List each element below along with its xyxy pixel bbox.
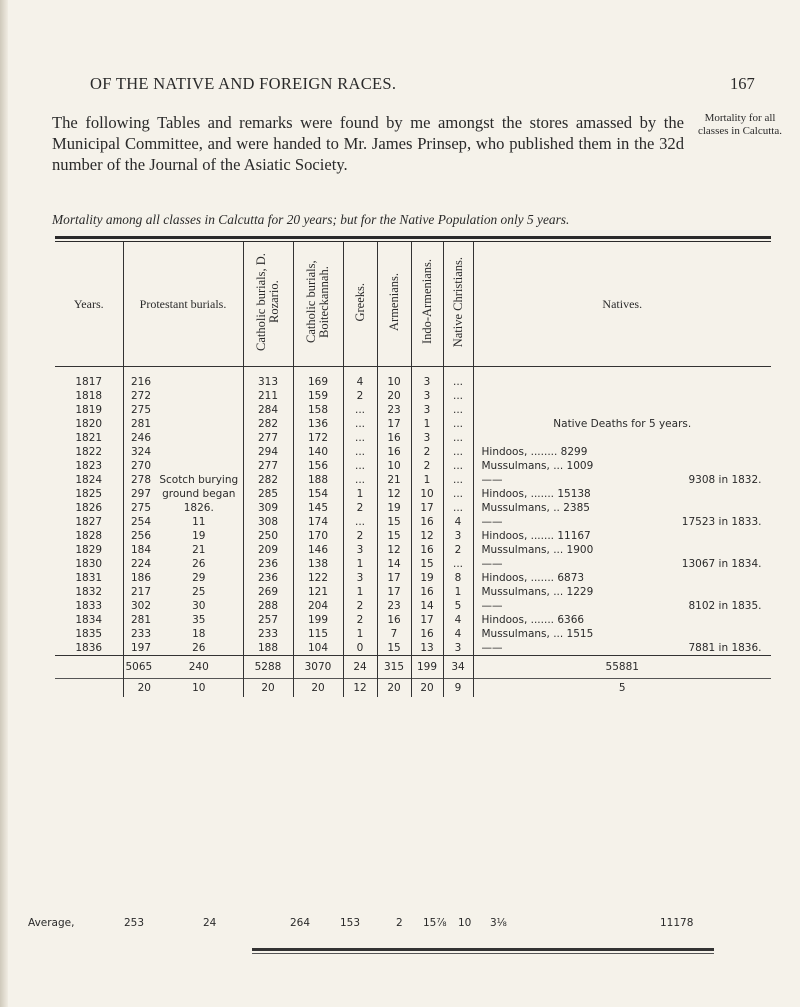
intro-paragraph: The following Tables and remarks were found by me amongst the stores amassed by the Municipal Committee, and were handed to Mr. James Prinsep, who published them in the 32d number of the Journal of the Asiatic Society. [52,113,684,174]
armenians-cell: 10 [377,459,411,473]
year-cell: 1834 [75,614,103,626]
greeks-cell: 0 [343,641,377,656]
protestant-note-cell [155,417,243,431]
native-christians-cell: ... [443,487,473,501]
protestant-note-cell: 11 [192,516,206,528]
year-cell: 1817 [75,376,103,388]
year-cell: 1823 [75,460,103,472]
table-row [55,375,771,389]
native-christians-cell: 2 [443,543,473,557]
year-cell: 1832 [75,586,103,598]
protestant-cell: 246 [123,431,155,445]
native-christians-cell: 4 [443,515,473,529]
totals-native_chr-cell: 34 [443,656,473,679]
protestant-note-cell [155,389,243,403]
native-christians-cell: ... [443,389,473,403]
col-armenians: Armenians. [377,242,411,367]
protestant-note-cell: 30 [192,600,206,612]
indo-armenians-cell: 10 [411,487,443,501]
boitecka-cell: 199 [293,613,343,627]
year-cell: 1819 [75,404,103,416]
table-caption: Mortality among all classes in Calcutta for 20 years; but for the Native Population only 5 years. [52,212,570,227]
totals-boitecka-cell: 3070 [293,656,343,679]
rozario-cell: 236 [243,557,293,571]
rozario-cell: 282 [243,417,293,431]
natives-cell [473,431,771,445]
divisors-rozario-cell: 20 [243,679,293,698]
greeks-cell: ... [343,431,377,445]
year-cell: 1818 [75,390,103,402]
native-christians-cell: 5 [443,599,473,613]
boitecka-cell: 136 [293,417,343,431]
natives-line-label: Mussulmans, ... 1229 [481,586,594,598]
natives-cell [473,389,771,403]
average-boitecka: 153 [340,917,361,929]
protestant-note-cell: 26 [192,558,206,570]
native-christians-cell: ... [443,557,473,571]
col-catholic-rozario: Catholic burials, D. Rozario. [243,242,293,367]
divisors-armenians-cell: 20 [377,679,411,698]
indo-armenians-cell: 2 [411,445,443,459]
greeks-cell: 3 [343,543,377,557]
mortality-grid [55,242,771,697]
native-christians-cell: ... [443,459,473,473]
table-row [55,641,771,656]
indo-armenians-cell: 16 [411,627,443,641]
boitecka-cell: 174 [293,515,343,529]
boitecka-cell: 170 [293,529,343,543]
boitecka-cell: 140 [293,445,343,459]
armenians-cell: 16 [377,431,411,445]
protestant-cell: 217 [123,585,155,599]
totals-armenians-cell: 315 [377,656,411,679]
totals-greeks-cell: 24 [343,656,377,679]
armenians-cell: 16 [377,613,411,627]
natives-cell [473,403,771,417]
native-christians-cell: ... [443,431,473,445]
greeks-cell: ... [343,459,377,473]
rozario-cell: 309 [243,501,293,515]
greeks-cell: 1 [343,487,377,501]
year-cell: 1827 [75,516,103,528]
armenians-cell: 7 [377,627,411,641]
greeks-cell: ... [343,403,377,417]
armenians-cell: 19 [377,501,411,515]
col-catholic-boitecka: Catholic burials, Boiteckannah. [293,242,343,367]
native-christians-cell: ... [443,417,473,431]
totals-row [55,656,771,679]
table-row [55,473,771,487]
running-header: OF THE NATIVE AND FOREIGN RACES. [90,74,397,93]
average-natives: 11178 [660,917,694,929]
table-row [55,431,771,445]
greeks-cell: ... [343,417,377,431]
natives-line [473,487,771,501]
native-christians-cell: ... [443,473,473,487]
indo-armenians-cell: 16 [411,543,443,557]
armenians-cell: 21 [377,473,411,487]
natives-line [473,599,771,613]
table-row [55,389,771,403]
col-protestant: Protestant burials. [123,242,243,367]
armenians-cell: 10 [377,375,411,389]
protestant-cell: 275 [123,403,155,417]
greeks-cell: ... [343,515,377,529]
rozario-cell: 288 [243,599,293,613]
boitecka-cell: 121 [293,585,343,599]
indo-armenians-cell: 3 [411,375,443,389]
year-cell: 1820 [75,418,103,430]
native-christians-cell: 3 [443,529,473,543]
natives-line-label: Hindoos, ....... 6366 [481,614,585,626]
totals-protestant-cell: 5065 [123,656,155,679]
natives-line [473,641,771,656]
protestant-note-cell: 19 [192,530,206,542]
protestant-cell: 281 [123,417,155,431]
rozario-cell: 236 [243,571,293,585]
protestant-cell: 324 [123,445,155,459]
natives-line-label: Hindoos, ........ 8299 [481,446,588,458]
rozario-cell: 257 [243,613,293,627]
natives-line-label: Hindoos, ....... 11167 [481,530,591,542]
divisors-note-cell: 10 [155,679,243,698]
armenians-cell: 23 [377,403,411,417]
rozario-cell: 209 [243,543,293,557]
col-native-christians: Native Christians. [443,242,473,367]
totals-rozario-cell: 5288 [243,656,293,679]
greeks-cell: ... [343,473,377,487]
protestant-note-cell [155,403,243,417]
greeks-cell: 2 [343,389,377,403]
indo-armenians-cell: 16 [411,515,443,529]
table-row [55,571,771,585]
year-cell: 1831 [75,572,103,584]
protestant-cell: 272 [123,389,155,403]
armenians-cell: 15 [377,515,411,529]
native-christians-cell: 3 [443,641,473,656]
protestant-cell: 216 [123,375,155,389]
armenians-cell: 20 [377,389,411,403]
table-row [55,487,771,501]
book-spine-shadow [0,0,8,1007]
protestant-note-cell: Scotch burying [159,474,239,486]
table-row [55,543,771,557]
natives-line-label: —— [481,600,503,612]
natives-line-total: 8102 in 1835. [688,600,762,612]
protestant-note-cell: 25 [192,586,206,598]
indo-armenians-cell: 13 [411,641,443,656]
greeks-cell: 3 [343,571,377,585]
armenians-cell: 12 [377,487,411,501]
natives-line-total: 17523 in 1833. [681,516,762,528]
greeks-cell: 1 [343,557,377,571]
rozario-cell: 284 [243,403,293,417]
armenians-cell: 12 [377,543,411,557]
boitecka-cell: 104 [293,641,343,656]
rozario-cell: 269 [243,585,293,599]
armenians-cell: 15 [377,641,411,656]
average-native-christians: 3⅛ [490,917,507,929]
year-cell: 1836 [75,642,103,654]
greeks-cell: 2 [343,599,377,613]
divisors-row [55,679,771,698]
natives-cell [473,375,771,389]
rozario-cell: 308 [243,515,293,529]
table-top-rule [55,236,771,239]
totals-natives-cell: 55881 [473,656,771,679]
indo-armenians-cell: 1 [411,417,443,431]
rozario-cell: 285 [243,487,293,501]
protestant-cell: 256 [123,529,155,543]
totals-blank-cell [55,656,123,679]
bottom-rule [252,948,714,951]
table-row [55,501,771,515]
greeks-cell: 1 [343,585,377,599]
protestant-cell: 233 [123,627,155,641]
year-cell: 1825 [75,488,103,500]
natives-line-total: 13067 in 1834. [681,558,762,570]
table-row [55,417,771,431]
natives-line-label: Mussulmans, ... 1009 [481,460,594,472]
greeks-cell: 2 [343,529,377,543]
protestant-note-cell: 35 [192,614,206,626]
natives-line-label: —— [481,474,503,486]
table-row [55,599,771,613]
boitecka-cell: 154 [293,487,343,501]
armenians-cell: 17 [377,585,411,599]
native-christians-cell: ... [443,403,473,417]
indo-armenians-cell: 15 [411,557,443,571]
year-cell: 1835 [75,628,103,640]
boitecka-cell: 138 [293,557,343,571]
col-indo-armenians: Indo-Armenians. [411,242,443,367]
greeks-cell: 4 [343,375,377,389]
average-indo: 10 [458,917,472,929]
boitecka-cell: 115 [293,627,343,641]
divisors-indo-cell: 20 [411,679,443,698]
native-christians-cell: ... [443,445,473,459]
boitecka-cell: 172 [293,431,343,445]
bottom-rule-thin [252,953,714,954]
greeks-cell: 2 [343,613,377,627]
header-row [55,242,771,367]
protestant-note-cell: 18 [192,628,206,640]
year-cell: 1833 [75,600,103,612]
divisors-blank-cell [55,679,123,698]
protestant-note-cell: 29 [192,572,206,584]
natives-line [473,543,771,557]
natives-line [473,627,771,641]
protestant-note-cell: 21 [192,544,206,556]
natives-line [473,613,771,627]
protestant-note-cell: ground began [162,488,236,500]
natives-heading: Native Deaths for 5 years. [473,417,771,431]
natives-line [473,515,771,529]
rozario-cell: 313 [243,375,293,389]
protestant-cell: 197 [123,641,155,656]
protestant-cell: 184 [123,543,155,557]
greeks-cell: 1 [343,627,377,641]
table-row [55,529,771,543]
natives-line-total: 9308 in 1832. [688,474,762,486]
natives-line-label: —— [481,642,503,654]
armenians-cell: 15 [377,529,411,543]
natives-line [473,445,771,459]
rozario-cell: 294 [243,445,293,459]
table-row [55,585,771,599]
protestant-cell: 275 [123,501,155,515]
col-natives: Natives. [473,242,771,367]
indo-armenians-cell: 14 [411,599,443,613]
average-note: 24 [203,917,217,929]
year-cell: 1824 [75,474,103,486]
year-cell: 1829 [75,544,103,556]
divisors-native_chr-cell: 9 [443,679,473,698]
table-row [55,445,771,459]
armenians-cell: 17 [377,417,411,431]
natives-line-label: Hindoos, ....... 15138 [481,488,591,500]
indo-armenians-cell: 17 [411,501,443,515]
table-row [55,557,771,571]
protestant-cell: 297 [123,487,155,501]
protestant-cell: 224 [123,557,155,571]
indo-armenians-cell: 16 [411,585,443,599]
average-greeks: 2 [396,917,403,929]
table-row [55,459,771,473]
rozario-cell: 277 [243,459,293,473]
totals-note-cell: 240 [155,656,243,679]
protestant-note-cell [155,445,243,459]
boitecka-cell: 159 [293,389,343,403]
rozario-cell: 188 [243,641,293,656]
natives-line-total: 7881 in 1836. [688,642,762,654]
rozario-cell: 233 [243,627,293,641]
natives-line [473,473,771,487]
indo-armenians-cell: 2 [411,459,443,473]
average-armenians: 15⅞ [423,917,447,929]
armenians-cell: 17 [377,571,411,585]
boitecka-cell: 169 [293,375,343,389]
year-cell: 1821 [75,432,103,444]
protestant-cell: 270 [123,459,155,473]
greeks-cell: ... [343,445,377,459]
average-label: Average, [28,917,75,929]
armenians-cell: 23 [377,599,411,613]
protestant-cell: 254 [123,515,155,529]
natives-line [473,585,771,599]
boitecka-cell: 158 [293,403,343,417]
average-protestant: 253 [124,917,145,929]
year-cell: 1826 [75,502,103,514]
natives-line [473,459,771,473]
natives-line [473,557,771,571]
native-christians-cell: 4 [443,613,473,627]
natives-line-label: Mussulmans, ... 1515 [481,628,594,640]
indo-armenians-cell: 17 [411,613,443,627]
greeks-cell: 2 [343,501,377,515]
totals-indo-cell: 199 [411,656,443,679]
mortality-table [55,236,771,697]
year-cell: 1830 [75,558,103,570]
natives-line-label: —— [481,516,503,528]
divisors-boitecka-cell: 20 [293,679,343,698]
native-christians-cell: ... [443,375,473,389]
indo-armenians-cell: 3 [411,431,443,445]
natives-line [473,501,771,515]
page-number: 167 [730,74,755,93]
indo-armenians-cell: 19 [411,571,443,585]
divisors-greeks-cell: 12 [343,679,377,698]
boitecka-cell: 204 [293,599,343,613]
boitecka-cell: 122 [293,571,343,585]
natives-line-label: Hindoos, ....... 6873 [481,572,585,584]
year-cell: 1828 [75,530,103,542]
divisors-natives-cell: 5 [473,679,771,698]
protestant-note-cell: 26 [192,642,206,654]
boitecka-cell: 156 [293,459,343,473]
table-row [55,403,771,417]
indo-armenians-cell: 3 [411,389,443,403]
protestant-cell: 186 [123,571,155,585]
rozario-cell: 250 [243,529,293,543]
protestant-note-cell [155,459,243,473]
boitecka-cell: 145 [293,501,343,515]
natives-line [473,529,771,543]
table-row [55,613,771,627]
table-row [55,515,771,529]
native-christians-cell: 8 [443,571,473,585]
natives-line-label: Mussulmans, .. 2385 [481,502,590,514]
natives-line-label: —— [481,558,503,570]
average-rozario: 264 [290,917,311,929]
protestant-cell: 281 [123,613,155,627]
natives-line-label: Mussulmans, ... 1900 [481,544,594,556]
rozario-cell: 211 [243,389,293,403]
protestant-note-cell: 1826. [183,502,214,514]
year-cell: 1822 [75,446,103,458]
boitecka-cell: 188 [293,473,343,487]
divisors-protestant-cell: 20 [123,679,155,698]
boitecka-cell: 146 [293,543,343,557]
indo-armenians-cell: 1 [411,473,443,487]
table-row [55,627,771,641]
protestant-cell: 278 [123,473,155,487]
native-christians-cell: 4 [443,627,473,641]
armenians-cell: 16 [377,445,411,459]
rozario-cell: 277 [243,431,293,445]
armenians-cell: 14 [377,557,411,571]
rozario-cell: 282 [243,473,293,487]
indo-armenians-cell: 12 [411,529,443,543]
protestant-note-cell [155,431,243,445]
natives-line [473,571,771,585]
native-christians-cell: 1 [443,585,473,599]
protestant-cell: 302 [123,599,155,613]
col-years: Years. [73,296,104,311]
col-greeks: Greeks. [343,242,377,367]
indo-armenians-cell: 3 [411,403,443,417]
native-christians-cell: ... [443,501,473,515]
margin-note: Mortality for all classes in Calcutta. [697,112,782,137]
protestant-note-cell [155,375,243,389]
